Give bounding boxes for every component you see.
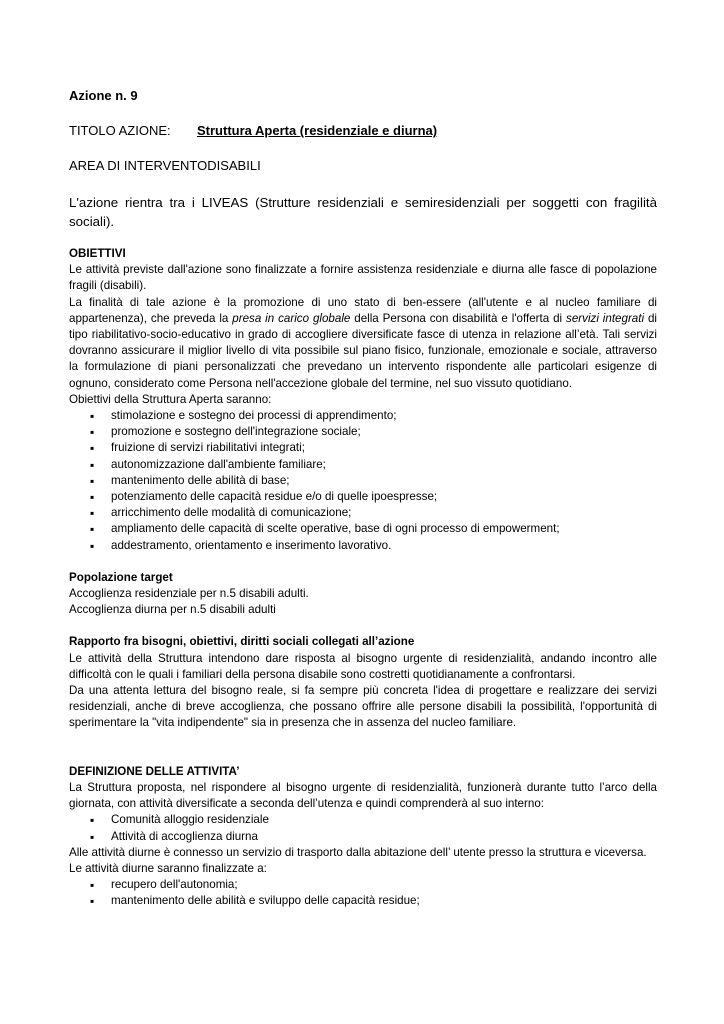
objectives-list <box>69 408 657 554</box>
target-heading: Popolazione target <box>69 570 173 584</box>
activities-list-2 <box>69 877 657 909</box>
activities-paragraph-3: Le attività diurne saranno finalizzate a: <box>69 861 267 875</box>
relationship-paragraph-1: Le attività della Struttura intendono dare risposta al bisogno urgente di residenzialità, andando incontro alle difficoltà con le quali i familiari della persona disabile sono costretti quotidianamente a confrontarsi. <box>69 651 657 681</box>
action-title-value: Struttura Aperta (residenziale e diurna) <box>197 123 438 138</box>
activities-paragraph-2: Alle attività diurne è connesso un servizio di trasporto dalla abitazione dell’ utente presso la struttura e viceversa. <box>69 845 647 859</box>
text-span: La finalità di tale azione è la promozione di uno stato di ben-essere (all'utente e al nucleo familiare di appartenenza), che preveda la <box>69 295 657 325</box>
list-item: ▪ arricchimento delle modalità di comunicazione; <box>90 505 657 521</box>
text-span: della Persona con disabilità e l'offerta di <box>350 311 567 325</box>
list-item: ▪ potenziamento delle capacità residue e/o di quelle ipoespresse; <box>90 489 657 505</box>
activities-list-1 <box>69 812 657 844</box>
list-item: ▪ addestramento, orientamento e inserimento lavorativo. <box>90 538 657 554</box>
objectives-paragraph-2 <box>69 295 657 392</box>
spacer <box>69 554 657 570</box>
intervention-area: AREA DI INTERVENTODISABILI <box>69 158 261 173</box>
activities-paragraph-1: La Struttura proposta, nel rispondere al bisogno urgente di residenzialità, funzionerà durante tutto l’arco della giornata, con attività diversificate a seconda dell’utenza e quindi comprenderà al suo interno: <box>69 780 657 811</box>
list-item: ▪ autonomizzazione dall'ambiente familiare; <box>90 457 657 473</box>
activities-heading: DEFINIZIONE DELLE ATTIVITA’ <box>69 764 240 778</box>
list-item: ▪ Attività di accoglienza diurna <box>90 829 657 845</box>
action-title-row <box>69 123 657 138</box>
list-item: ▪ recupero dell'autonomia; <box>90 877 657 893</box>
target-line-1: Accoglienza residenziale per n.5 disabili adulti. <box>69 587 309 601</box>
emphasis-text: presa in carico globale <box>232 311 351 325</box>
document-body <box>69 246 657 910</box>
intro-paragraph: L'azione rientra tra i LIVEAS (Strutture residenziali e semiresidenziali per soggetti con fragilità sociali). <box>69 195 657 229</box>
list-item: ▪ ampliamento delle capacità di scelte operative, base di ogni processo di empowerment; <box>90 521 657 537</box>
list-item: ▪ mantenimento delle abilità di base; <box>90 473 657 489</box>
target-line-2: Accoglienza diurna per n.5 disabili adulti <box>69 603 276 617</box>
relationship-heading: Rapporto fra bisogni, obiettivi, diritti sociali collegati all’azione <box>69 635 415 649</box>
list-item: ▪ stimolazione e sostegno dei processi di apprendimento; <box>90 408 657 424</box>
spacer <box>69 732 657 764</box>
objectives-heading: OBIETTIVI <box>69 247 126 260</box>
spacer <box>69 618 657 634</box>
objectives-paragraph-3: Obiettivi della Struttura Aperta saranno: <box>69 392 272 406</box>
relationship-paragraph-2: Da una attenta lettura del bisogno reale, si fa sempre più concreta l'idea di progettare e realizzare dei servizi residenziali, anche di breve accoglienza, che possano offrire alle persone disabili la possibilità, l'opportunità di sperimentare la "vita indipendente" sia in presenza che in assenza del nucleo familiare. <box>69 684 657 730</box>
emphasis-text: servizi integrati <box>566 311 645 325</box>
action-title-label: TITOLO AZIONE: <box>69 123 171 138</box>
list-item: ▪ fruizione di servizi riabilitativi integrati; <box>90 440 657 456</box>
list-item: ▪ mantenimento delle abilità e sviluppo delle capacità residue; <box>90 893 657 909</box>
objectives-paragraph-1: Le attività previste dall'azione sono finalizzate a fornire assistenza residenziale e diurna alle fasce di popolazione fragili (disabili). <box>69 263 657 293</box>
list-item: ▪ Comunità alloggio residenziale <box>90 812 657 828</box>
list-item: ▪ promozione e sostegno dell'integrazione sociale; <box>90 424 657 440</box>
action-number: Azione n. 9 <box>69 88 138 103</box>
text-span: di tipo riabilitativo-socio-educativo in grado di accogliere diversificate fasce di utenza in relazione all’età. Tali servizi dovranno assicurare il miglior livello di vita possibile sul piano fisico, funzionale, emozionale e sociale, attraverso la formulazione di piani personalizzati che prevedano un intervento rispondente alle particolari esigenze di ognuno, considerato come Persona nell'accezione globale del termine, nel suo vissuto quotidiano. <box>69 311 657 390</box>
